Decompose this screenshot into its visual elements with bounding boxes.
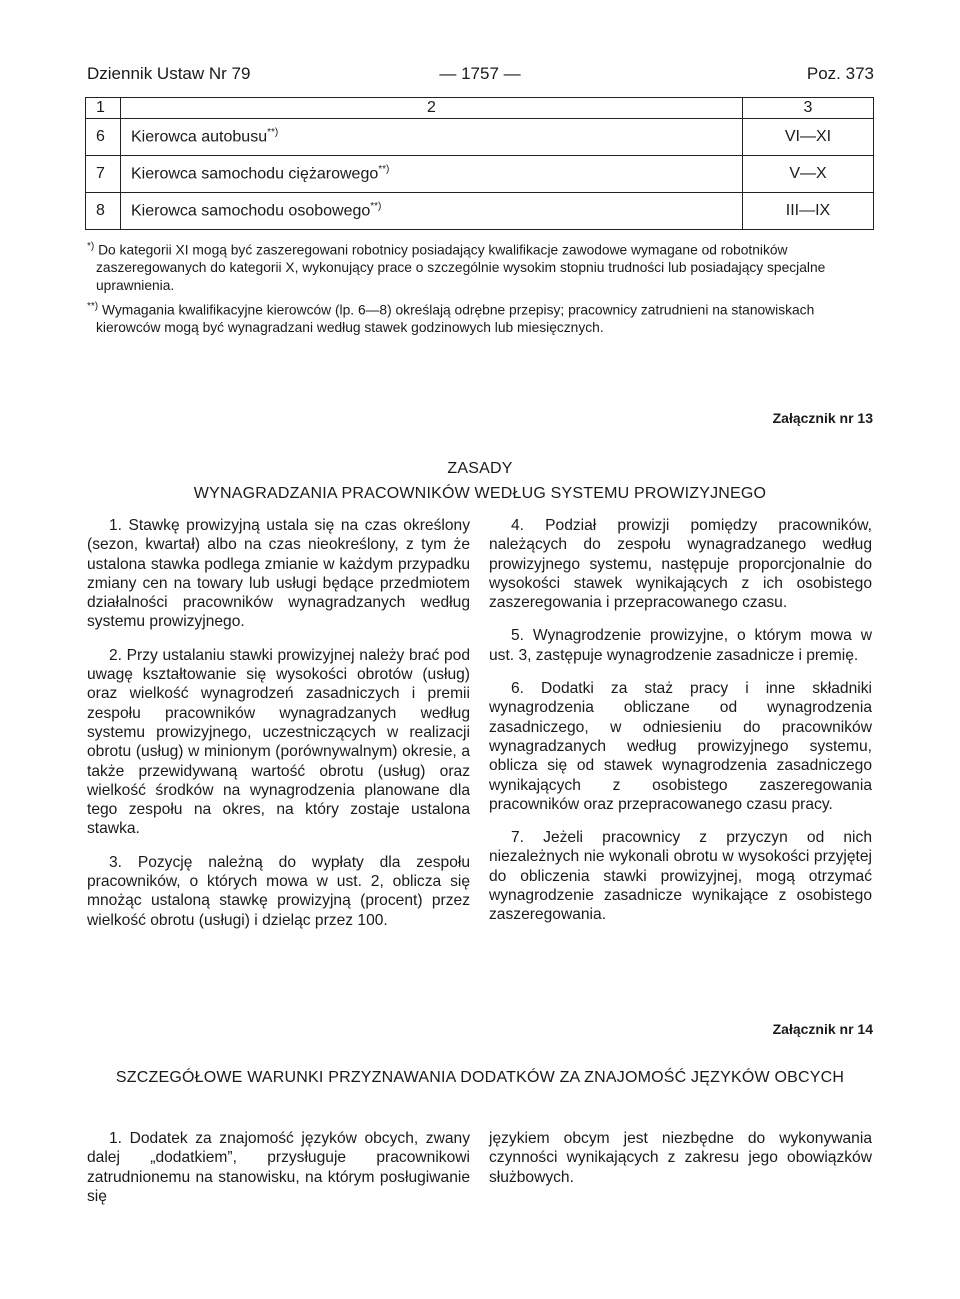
page-number: — 1757 — — [439, 64, 521, 83]
row-name-cell — [121, 156, 743, 193]
annex-13-right-column — [489, 516, 872, 939]
footnote-1 — [87, 238, 877, 294]
footnote-1-mark: *) — [87, 241, 95, 252]
annex-14-title: SZCZEGÓŁOWE WARUNKI PRZYZNAWANIA DODATKÓW ZA ZNAJOMOŚĆ JĘZYKÓW OBCYCH — [115, 1069, 845, 1086]
row-range: III—IX — [743, 193, 874, 230]
paragraph: 7. Jeżeli pracownicy z przyczyn od nich niezależnych nie wykonali obrotu w wysokości przyjętej do obliczenia stawki prowizyjnej, mogą otrzymać wynagrodzenie zasadnicze wynikające z osobistego zaszeregowania. — [489, 829, 872, 924]
footnote-2 — [87, 298, 877, 337]
footnote-mark: **) — [267, 127, 279, 139]
footnote-2-mark: **) — [87, 301, 99, 313]
paragraph: 4. Podział prowizji pomiędzy pracowników, należących do zespołu wynagradzanego według prowizyjnego systemu, następuje proporcjonalnie do wysokości stawek wynikających z ich osobistego zaszeregowania i przepracowanego czasu. — [489, 517, 872, 612]
row-number: 7 — [86, 156, 121, 193]
col-header-2: 2 — [121, 98, 743, 119]
row-name: Kierowca samochodu ciężarowego — [131, 165, 379, 183]
annex-13-title-2: WYNAGRADZANIA PRACOWNIKÓW WEDŁUG SYSTEMU PROWIZYJNEGO — [193, 485, 767, 502]
table-header-row — [86, 98, 874, 119]
paragraph: 1. Dodatek za znajomość języków obcych, zwany dalej „dodatkiem”, przysługuje pracownikowi zatrudnionemu na stanowisku, na którym posługiwanie się — [87, 1130, 470, 1205]
position-number: Poz. 373 — [806, 64, 874, 83]
paragraph: 1. Stawkę prowizyjną ustala się na czas określony (sezon, kwartał) albo na czas nieokreślony, z tym że ustalona stawka podlega zmianie w każdym przypadku zmiany cen na towary lub usługi będące przedmiotem działalności pracowników wynagradzanych według systemu prowizyjnego. — [87, 517, 470, 631]
annex-14-right-column — [489, 1129, 872, 1201]
driver-categories-table — [85, 97, 874, 230]
footnote-1-text: Do kategorii XI mogą być zaszeregowani robotnicy posiadający kwalifikacje zawodowe wymagane od robotników zaszeregowanych do kategorii X, wykonujący prace o szczególnie wysokim stopniu trudności lub posiadający specjalne uprawnienia. — [96, 242, 826, 293]
footnote-2-text: Wymagania kwalifikacyjne kierowców (lp. 6—8) określają odrębne przepisy; pracownicy zatrudnieni na stanowiskach kierowców mogą być wynagradzani według stawek godzinowych lub miesięcznych. — [96, 302, 815, 336]
paragraph: językiem obcym jest niezbędne do wykonywania czynności wynikających z zakresu jego obowiązków służbowych. — [489, 1130, 872, 1186]
annex-13-title-1: ZASADY — [447, 460, 513, 477]
table-row — [86, 193, 874, 230]
footnote-mark: **) — [378, 164, 390, 176]
paragraph: 2. Przy ustalaniu stawki prowizyjnej należy brać pod uwagę kształtowanie się wysokości obrotów (usług) oraz wielkość wynagrodzeń zasadniczych i premii zespołu pracowników wynagradzanych według systemu prowizyjnego, uczestniczących w realizacji obrotu (usług) w minionym (porównywalnym) okresie, a także przewidywaną wartość obrotu (usług) oraz wielkość środków na wynagrodzenia planowane dla tego zespołu na okres, na który zostaje ustalona stawka. — [87, 646, 470, 838]
annex-13-label: Załącznik nr 13 — [772, 410, 873, 426]
row-name-cell — [121, 193, 743, 230]
annex-13-left-column — [87, 516, 470, 944]
footnote-mark: **) — [370, 201, 382, 213]
table-row — [86, 156, 874, 193]
annex-14-label: Załącznik nr 14 — [772, 1021, 873, 1037]
table-row — [86, 119, 874, 156]
paragraph: 6. Dodatki za staż pracy i inne składniki wynagrodzenia obliczane od wynagrodzenia zasadniczego, w odniesieniu do pracowników wynagradzanych według prowizyjnego systemu, oblicza się od stawek wynagrodzenia zasadniczego wynikających z osobistego zaszeregowania pracowników oraz przepracowanego czasu pracy. — [489, 680, 872, 813]
row-range: VI—XI — [743, 119, 874, 156]
paragraph: 5. Wynagrodzenie prowizyjne, o którym mowa w ust. 3, zastępuje wynagrodzenie zasadnicze i premię. — [489, 627, 872, 664]
row-name: Kierowca samochodu osobowego — [131, 202, 371, 220]
col-header-3: 3 — [743, 98, 874, 119]
annex-14-left-column — [87, 1129, 470, 1220]
row-number: 6 — [86, 119, 121, 156]
footnotes — [87, 238, 877, 341]
row-name: Kierowca autobusu — [131, 128, 268, 146]
col-header-1: 1 — [86, 98, 121, 119]
row-name-cell — [121, 119, 743, 156]
paragraph: 3. Pozycję należną do wypłaty dla zespołu pracowników, o których mowa w ust. 2, oblicza się mnożąc ustaloną stawkę prowizyjną (procent) przez wielkość obrotu (usługi) i dzieląc przez 100. — [87, 853, 470, 929]
journal-title: Dziennik Ustaw Nr 79 — [87, 64, 251, 83]
row-range: V—X — [743, 156, 874, 193]
row-number: 8 — [86, 193, 121, 230]
